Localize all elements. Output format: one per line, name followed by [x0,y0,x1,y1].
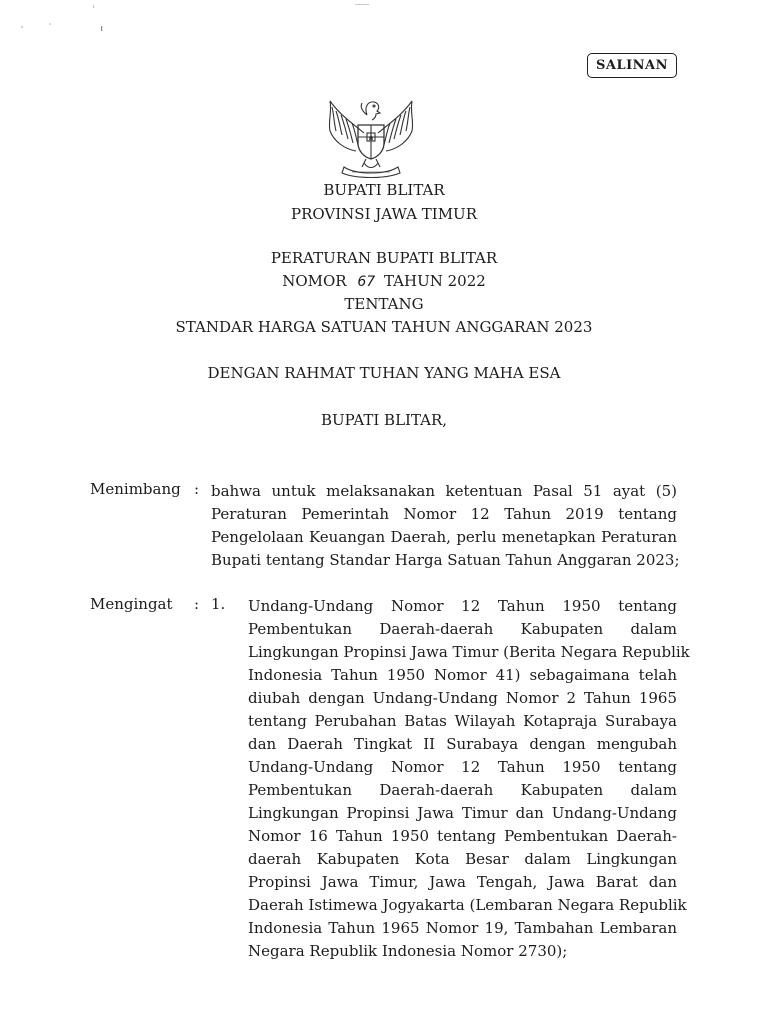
menimbang-paragraph [211,480,680,572]
regulation-title: PERATURAN BUPATI BLITAR [270,249,498,267]
menimbang-label: Menimbang [90,480,181,498]
menimbang-line: Peraturan Pemerintah Nomor 12 Tahun 2019 tentang [211,505,677,523]
mengingat-line: Indonesia Tahun 1950 Nomor 41) sebagaimana telah [248,666,677,684]
mengingat-line: Undang-Undang Nomor 12 Tahun 1950 tentang [248,758,677,776]
regulation-about: TENTANG [344,295,424,313]
mengingat-line: Propinsi Jawa Timur, Jawa Tengah, Jawa Barat dan [248,873,677,891]
preamble-blessing: DENGAN RAHMAT TUHAN YANG MAHA ESA [207,364,561,382]
mengingat-line: Indonesia Tahun 1965 Nomor 19, Tambahan Lembaran [248,919,677,937]
mengingat-line: Lingkungan Propinsi Jawa Timur (Berita Negara Republik [248,643,690,661]
mengingat-line: daerah Kabupaten Kota Besar dalam Lingkungan [248,850,677,868]
garuda-emblem-icon [322,93,420,179]
mengingat-line: Nomor 16 Tahun 1950 tentang Pembentukan Daerah- [248,827,677,845]
preamble-authority: BUPATI BLITAR, [320,411,448,429]
mengingat-line: Undang-Undang Nomor 12 Tahun 1950 tentang [248,597,677,615]
regulation-subject: STANDAR HARGA SATUAN TAHUN ANGGARAN 2023 [175,318,593,336]
mengingat-line: dan Daerah Tingkat II Surabaya dengan mengubah [248,735,677,753]
mengingat-line: diubah dengan Undang-Undang Nomor 2 Tahun 1965 [248,689,677,707]
mengingat-label: Mengingat [90,595,173,613]
mengingat-item-number: 1. [211,595,226,613]
header-regent-title: BUPATI BLITAR [323,181,445,199]
menimbang-line: bahwa untuk melaksanakan ketentuan Pasal 51 ayat (5) [211,482,677,500]
regulation-number-prefix: NOMOR [282,272,347,290]
mengingat-colon: : [194,595,200,613]
mengingat-item-paragraph [248,595,690,963]
menimbang-line: Pengelolaan Keuangan Daerah, perlu menetapkan Peraturan [211,528,677,546]
regulation-number-suffix: TAHUN 2022 [383,272,486,290]
mengingat-line: Pembentukan Daerah-daerah Kabupaten dalam [248,620,677,638]
scan-specks [0,0,768,40]
mengingat-line: tentang Perubahan Batas Wilayah Kotapraja Surabaya [248,712,677,730]
mengingat-line: Negara Republik Indonesia Nomor 2730); [248,942,568,960]
mengingat-line: Pembentukan Daerah-daerah Kabupaten dalam [248,781,677,799]
regulation-number-line [0,272,768,290]
salinan-badge: SALINAN [587,53,677,78]
header-province: PROVINSI JAWA TIMUR [290,205,477,223]
menimbang-colon: : [194,480,200,498]
mengingat-line: Daerah Istimewa Jogyakarta (Lembaran Negara Republik [248,896,687,914]
regulation-number: 67 [357,274,376,290]
menimbang-line: Bupati tentang Standar Harga Satuan Tahun Anggaran 2023; [211,551,680,569]
mengingat-line: Lingkungan Propinsi Jawa Timur dan Undang-Undang [248,804,677,822]
